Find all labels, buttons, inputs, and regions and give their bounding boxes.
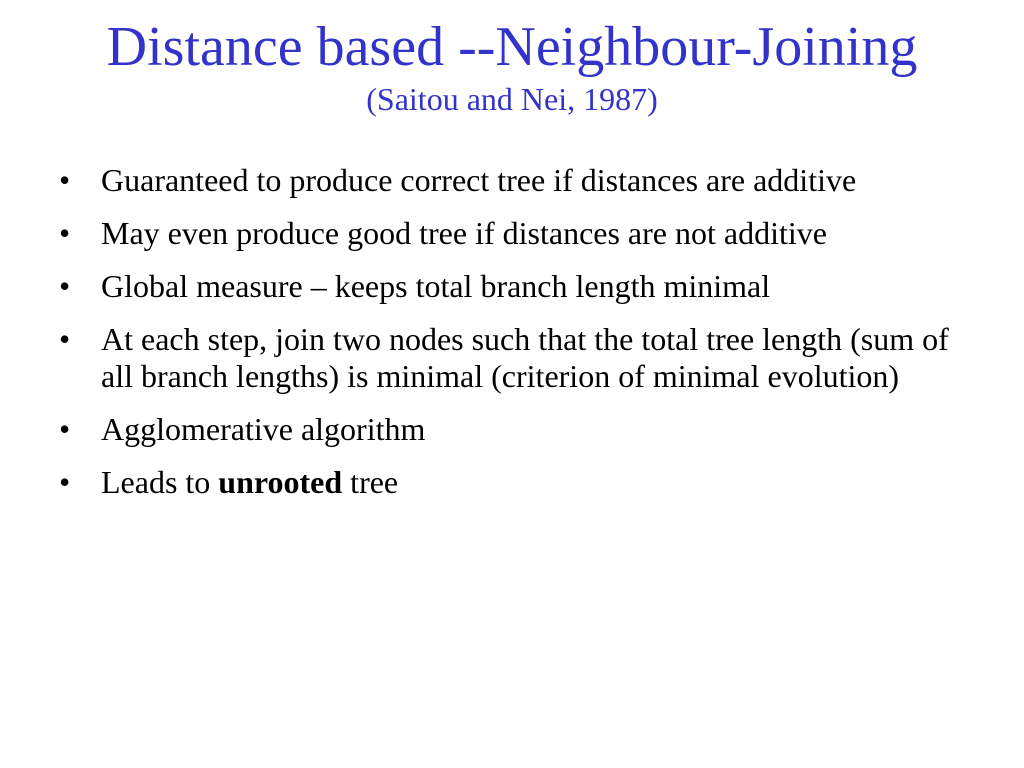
bullet-text: Guaranteed to produce correct tree if distances are additive bbox=[101, 162, 857, 198]
bullet-text: At each step, join two nodes such that the total tree length (sum of all branch lengths) is minimal (criterion of minimal evolution) bbox=[101, 321, 949, 394]
bullet-icon bbox=[59, 162, 101, 199]
slide-subtitle: (Saitou and Nei, 1987) bbox=[366, 81, 658, 117]
bullet-icon bbox=[59, 268, 101, 305]
bullet-item bbox=[59, 215, 959, 252]
slide-title: Distance based --Neighbour-Joining bbox=[106, 16, 918, 78]
bullet-text: May even produce good tree if distances are not additive bbox=[101, 215, 827, 251]
bullet-item bbox=[59, 162, 959, 199]
bullet-item bbox=[59, 321, 959, 395]
bullet-item bbox=[59, 268, 959, 305]
bullet-list bbox=[59, 162, 959, 517]
title-block bbox=[0, 14, 1024, 118]
bullet-icon bbox=[59, 464, 101, 501]
bullet-icon bbox=[59, 321, 101, 358]
bullet-text-before: Leads to bbox=[101, 464, 219, 500]
bullet-item bbox=[59, 411, 959, 448]
bullet-item bbox=[59, 464, 959, 501]
bullet-icon bbox=[59, 215, 101, 252]
bullet-icon bbox=[59, 411, 101, 448]
bullet-text: Global measure – keeps total branch length minimal bbox=[101, 268, 771, 304]
bullet-text-emphasis: unrooted bbox=[218, 464, 343, 500]
bullet-text-after: tree bbox=[342, 464, 399, 500]
bullet-text: Agglomerative algorithm bbox=[101, 411, 426, 447]
